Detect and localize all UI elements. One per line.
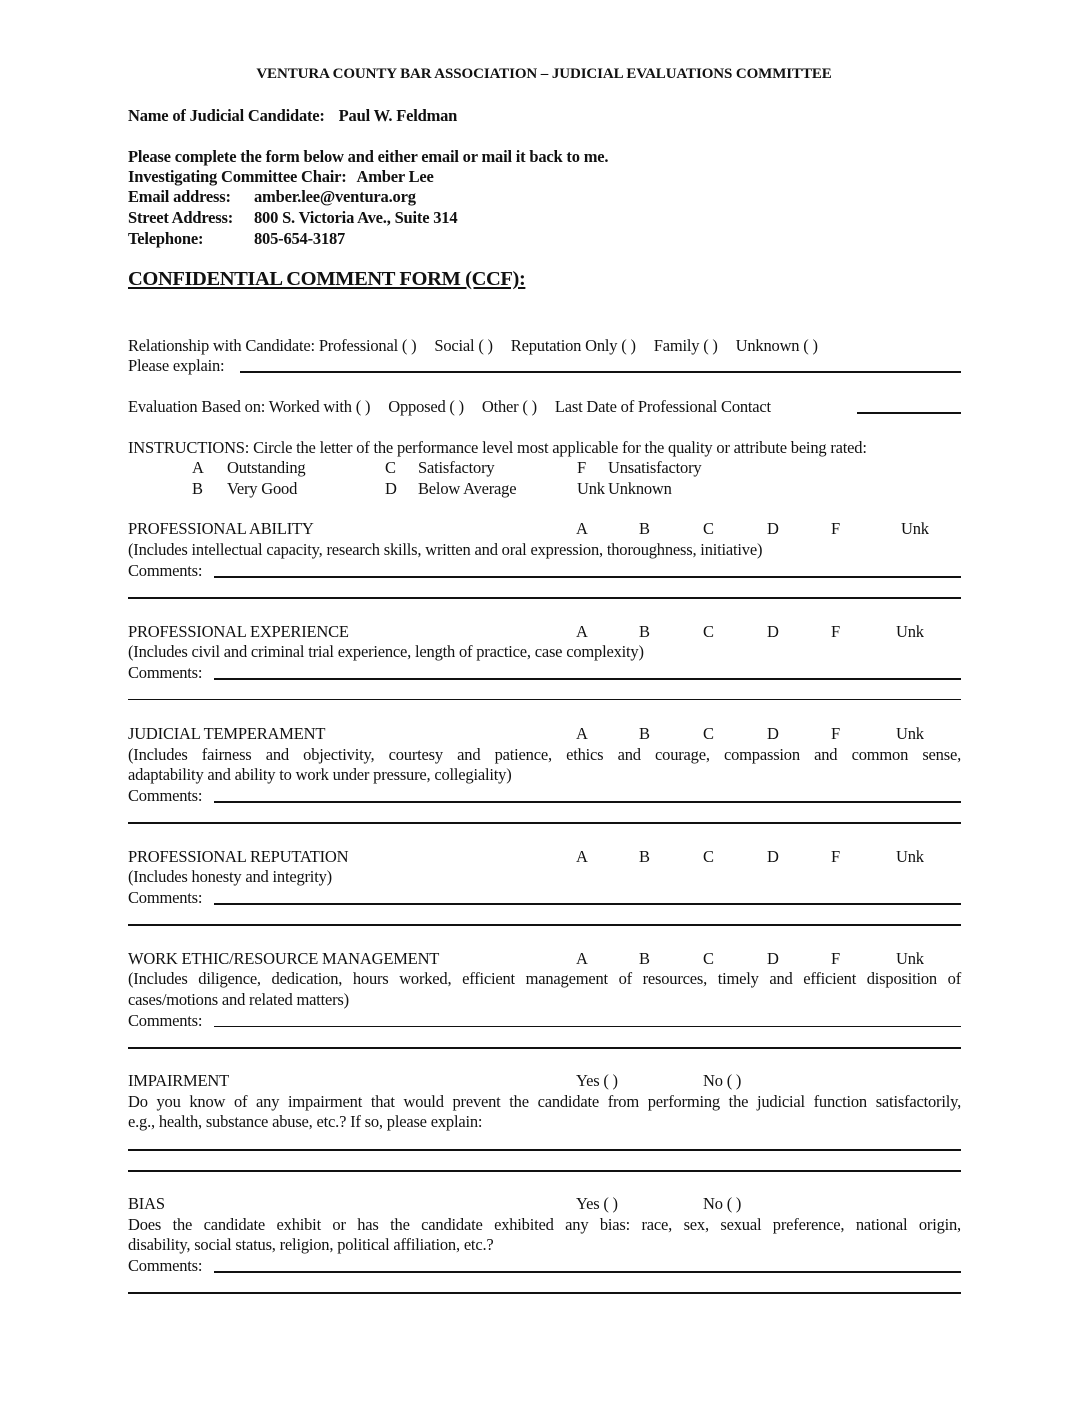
explain-label: Please explain: xyxy=(128,356,225,375)
rating-f[interactable]: F xyxy=(831,519,840,538)
rating-c[interactable]: C xyxy=(703,949,714,968)
chair-label: Investigating Committee Chair: xyxy=(128,167,347,186)
relationship-option-reputation-only[interactable]: Reputation Only ( ) xyxy=(510,336,636,355)
impairment-title: IMPAIRMENT xyxy=(128,1071,229,1090)
section-description-line-1: (Includes fairness and objectivity, courtesy and patience, ethics and courage, compassion and common sense, xyxy=(128,745,961,764)
rating-c[interactable]: C xyxy=(703,847,714,866)
section-description: (Includes civil and criminal trial experience, length of practice, case complexity) xyxy=(128,642,644,661)
rating-unk[interactable]: Unk xyxy=(896,847,924,866)
candidate-name: Paul W. Feldman xyxy=(338,106,458,125)
evaluation-option-other[interactable]: Other ( ) xyxy=(481,397,537,416)
rating-a[interactable]: A xyxy=(576,519,588,538)
legend-code-a: A xyxy=(192,458,204,477)
legend-label-f: Unsatisfactory xyxy=(608,458,702,477)
last-contact-label: Last Date of Professional Contact xyxy=(554,397,771,416)
bias-yes-option[interactable]: Yes ( ) xyxy=(576,1194,618,1213)
rating-d[interactable]: D xyxy=(767,949,779,968)
bias-question-line-1: Does the candidate exhibit or has the candidate exhibited any bias: race, sex, sexual preference, national origin, xyxy=(128,1215,961,1234)
rating-a[interactable]: A xyxy=(576,724,588,743)
comments-input-line-2[interactable] xyxy=(128,924,961,926)
rating-c[interactable]: C xyxy=(703,622,714,641)
street-label: Street Address: xyxy=(128,208,234,227)
bias-no-option[interactable]: No ( ) xyxy=(703,1194,742,1213)
comments-input-line[interactable] xyxy=(214,903,961,905)
legend-label-d: Below Average xyxy=(418,479,517,498)
explain-input-line[interactable] xyxy=(240,371,961,373)
comments-input-line-2[interactable] xyxy=(128,699,961,700)
candidate-label: Name of Judicial Candidate: xyxy=(128,106,325,125)
rating-b[interactable]: B xyxy=(639,724,650,743)
candidate-line xyxy=(128,106,457,126)
instruction-text: Please complete the form below and either email or mail it back to me. xyxy=(128,147,609,166)
rating-d[interactable]: D xyxy=(767,847,779,866)
rating-f[interactable]: F xyxy=(831,847,840,866)
section-description: (Includes honesty and integrity) xyxy=(128,867,332,886)
section-title-work-ethic: WORK ETHIC/RESOURCE MANAGEMENT xyxy=(128,949,440,968)
legend-code-d: D xyxy=(385,479,397,498)
comments-input-line[interactable] xyxy=(214,678,961,680)
relationship-option-family[interactable]: Family ( ) xyxy=(653,336,718,355)
rating-b[interactable]: B xyxy=(639,519,650,538)
section-title-professional-experience: PROFESSIONAL EXPERIENCE xyxy=(128,622,349,641)
legend-code-b: B xyxy=(192,479,203,498)
rating-b[interactable]: B xyxy=(639,949,650,968)
chair-line xyxy=(128,167,434,187)
impairment-no-option[interactable]: No ( ) xyxy=(703,1071,742,1090)
evaluation-label: Evaluation Based on: xyxy=(128,397,266,416)
section-title-professional-reputation: PROFESSIONAL REPUTATION xyxy=(128,847,349,866)
section-description-line-2: adaptability and ability to work under pressure, collegiality) xyxy=(128,765,512,784)
rating-a[interactable]: A xyxy=(576,847,588,866)
rating-unk[interactable]: Unk xyxy=(896,622,924,641)
bias-question-line-2: disability, social status, religion, political affiliation, etc.? xyxy=(128,1235,494,1254)
comments-input-line[interactable] xyxy=(214,1026,961,1027)
form-title: CONFIDENTIAL COMMENT FORM (CCF): xyxy=(128,268,526,290)
rating-a[interactable]: A xyxy=(576,949,588,968)
comments-label: Comments: xyxy=(128,1256,203,1275)
comments-input-line-2[interactable] xyxy=(128,597,961,599)
section-description-line-1: (Includes diligence, dedication, hours worked, efficient management of resources, timely and efficient disposition of xyxy=(128,969,961,988)
section-description-line-2: cases/motions and related matters) xyxy=(128,990,349,1009)
rating-f[interactable]: F xyxy=(831,724,840,743)
rating-d[interactable]: D xyxy=(767,519,779,538)
relationship-option-social[interactable]: Social ( ) xyxy=(434,336,493,355)
legend-label-unk: Unknown xyxy=(608,479,672,498)
relationship-row xyxy=(128,336,818,356)
legend-label-b: Very Good xyxy=(227,479,298,498)
phone-label: Telephone: xyxy=(128,229,204,248)
evaluation-option-opposed[interactable]: Opposed ( ) xyxy=(388,397,464,416)
instructions-text: INSTRUCTIONS: Circle the letter of the performance level most applicable for the quality or attribute being rated: xyxy=(128,438,867,457)
relationship-option-professional[interactable]: Professional ( ) xyxy=(318,336,417,355)
impairment-question-line-2: e.g., health, substance abuse, etc.? If so, please explain: xyxy=(128,1112,483,1131)
impairment-explain-line[interactable] xyxy=(128,1149,961,1151)
comments-input-line-2[interactable] xyxy=(128,1292,961,1294)
relationship-label: Relationship with Candidate: xyxy=(128,336,315,355)
street-value: 800 S. Victoria Ave., Suite 314 xyxy=(254,208,458,227)
comments-input-line-2[interactable] xyxy=(128,1047,961,1049)
rating-f[interactable]: F xyxy=(831,949,840,968)
legend-code-c: C xyxy=(385,458,396,477)
document-title: VENTURA COUNTY BAR ASSOCIATION – JUDICIAL EVALUATIONS COMMITTEE xyxy=(256,66,832,82)
rating-c[interactable]: C xyxy=(703,724,714,743)
comments-label: Comments: xyxy=(128,663,203,682)
rating-f[interactable]: F xyxy=(831,622,840,641)
comments-input-line[interactable] xyxy=(214,801,961,803)
legend-code-f: F xyxy=(577,458,586,477)
comments-input-line[interactable] xyxy=(214,576,961,578)
section-description: (Includes intellectual capacity, research skills, written and oral expression, thoroughness, initiative) xyxy=(128,540,763,559)
rating-d[interactable]: D xyxy=(767,724,779,743)
comments-label: Comments: xyxy=(128,888,203,907)
last-contact-input-line[interactable] xyxy=(857,412,961,414)
phone-value: 805-654-3187 xyxy=(254,229,346,248)
email-label: Email address: xyxy=(128,187,231,206)
section-title-judicial-temperament: JUDICIAL TEMPERAMENT xyxy=(128,724,326,743)
bias-title: BIAS xyxy=(128,1194,165,1213)
rating-unk[interactable]: Unk xyxy=(901,519,929,538)
rating-unk[interactable]: Unk xyxy=(896,724,924,743)
comments-input-line[interactable] xyxy=(214,1271,961,1273)
comments-label: Comments: xyxy=(128,786,203,805)
rating-c[interactable]: C xyxy=(703,519,714,538)
rating-b[interactable]: B xyxy=(639,622,650,641)
relationship-option-unknown[interactable]: Unknown ( ) xyxy=(735,336,818,355)
impairment-explain-line-2[interactable] xyxy=(128,1170,961,1172)
impairment-yes-option[interactable]: Yes ( ) xyxy=(576,1071,618,1090)
email-value[interactable]: amber.lee@ventura.org xyxy=(254,187,416,206)
rating-d[interactable]: D xyxy=(767,622,779,641)
comments-input-line-2[interactable] xyxy=(128,822,961,824)
chair-name: Amber Lee xyxy=(356,167,434,186)
evaluation-option-worked-with[interactable]: Worked with ( ) xyxy=(268,397,371,416)
legend-label-a: Outstanding xyxy=(227,458,306,477)
rating-b[interactable]: B xyxy=(639,847,650,866)
legend-code-unk: Unk xyxy=(577,479,605,498)
comments-label: Comments: xyxy=(128,561,203,580)
rating-unk[interactable]: Unk xyxy=(896,949,924,968)
comments-label: Comments: xyxy=(128,1011,203,1030)
section-title-professional-ability: PROFESSIONAL ABILITY xyxy=(128,519,314,538)
rating-a[interactable]: A xyxy=(576,622,588,641)
impairment-question-line-1: Do you know of any impairment that would prevent the candidate from performing the judicial function satisfactorily, xyxy=(128,1092,961,1111)
legend-label-c: Satisfactory xyxy=(418,458,495,477)
evaluation-row xyxy=(128,397,771,417)
